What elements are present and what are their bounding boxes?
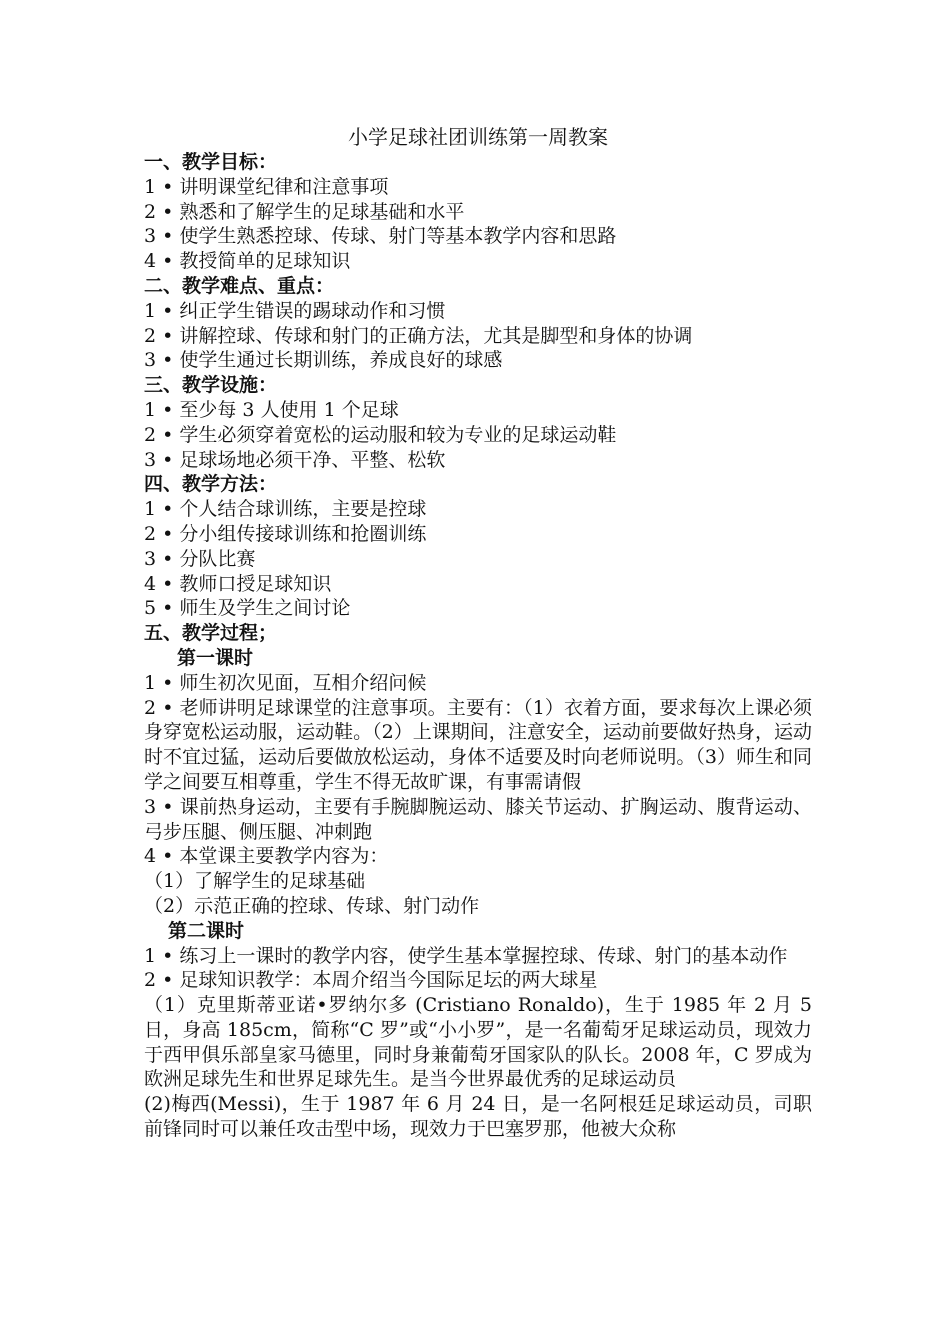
section-heading-methods: 四、教学方法： [144,473,278,496]
facility-item: 3 • 足球场地必须干净、平整、松软 [144,448,446,471]
difficulty-item: 3 • 使学生通过长期训练，养成良好的球感 [144,349,503,372]
section-heading-difficulties: 二、教学难点、重点： [144,274,335,297]
lesson-2-paragraph: (2)梅西(Messi)，生于 1987 年 6 月 24 日，是一名阿根廷足球运动员，司职前锋同时可以兼任攻击型中场，现效力于巴塞罗那，他被大众称 [144,1093,812,1141]
lesson-1-paragraph: 2 • 老师讲明足球课堂的注意事项。主要有：（1）衣着方面，要求每次上课必须身穿宽松运动服，运动鞋。（2）上课期间，注意安全，运动前要做好热身，运动时不宜过猛，运动后要做放松运动，身体不适要及时向老师说明。（3）师生和同学之间要互相尊重，学生不得无故旷课，有事需请假 [144,696,812,793]
method-item: 4 • 教师口授足球知识 [144,572,332,595]
section-heading-process: 五、教学过程； [144,622,278,645]
difficulty-item: 2 • 讲解控球、传球和射门的正确方法，尤其是脚型和身体的协调 [144,324,693,347]
lesson-2-paragraph: 2 • 足球知识教学：本周介绍当今国际足坛的两大球星 [144,969,598,992]
document-body [144,124,812,1142]
method-item: 2 • 分小组传接球训练和抢圈训练 [144,522,427,545]
section-heading-goals: 一、教学目标： [144,151,278,173]
lesson-1-heading: 第一课时 [177,646,254,669]
lesson-1-subitem: （1）了解学生的足球基础 [144,870,366,893]
lesson-1-paragraph: 4 • 本堂课主要教学内容为： [144,845,389,868]
method-item: 1 • 个人结合球训练，主要是控球 [144,498,427,521]
goal-item: 2 • 熟悉和了解学生的足球基础和水平 [144,200,465,223]
lesson-1-paragraph: 1 • 师生初次见面，互相介绍问候 [144,671,427,694]
difficulty-item: 1 • 纠正学生错误的踢球动作和习惯 [144,299,446,322]
section-heading-facilities: 三、教学设施： [144,374,278,397]
lesson-2-paragraph: （1）克里斯蒂亚诺•罗纳尔多 (Cristiano Ronaldo)，生于 1985 年 2 月 5 日，身高 185cm，简称“C 罗”或“小小罗”，是一名葡萄牙足球运动员，现效力于西甲俱乐部皇家马德里，同时身兼葡萄牙国家队的队长。2008 年，C 罗成为欧洲足球先生和世界足球先生。是当今世界最优秀的足球运动员 [144,994,812,1091]
goal-item: 4 • 教授简单的足球知识 [144,250,351,273]
lesson-1-paragraph: 3 • 课前热身运动，主要有手腕脚腕运动、膝关节运动、扩胸运动、腹背运动、弓步压腿、侧压腿、冲刺跑 [144,795,812,843]
document-title: 小学足球社团训练第一周教案 [348,125,608,149]
facility-item: 1 • 至少每 3 人使用 1 个足球 [144,398,399,421]
lesson-2-heading: 第二课时 [168,919,245,942]
goal-item: 3 • 使学生熟悉控球、传球、射门等基本教学内容和思路 [144,225,617,248]
method-item: 5 • 师生及学生之间讨论 [144,597,351,620]
method-item: 3 • 分队比赛 [144,547,256,570]
facility-item: 2 • 学生必须穿着宽松的运动服和较为专业的足球运动鞋 [144,423,617,446]
goal-item: 1 • 讲明课堂纪律和注意事项 [144,175,389,198]
lesson-1-subitem: （2）示范正确的控球、传球、射门动作 [144,894,480,917]
lesson-2-paragraph: 1 • 练习上一课时的教学内容，使学生基本掌握控球、传球、射门的基本动作 [144,944,788,967]
